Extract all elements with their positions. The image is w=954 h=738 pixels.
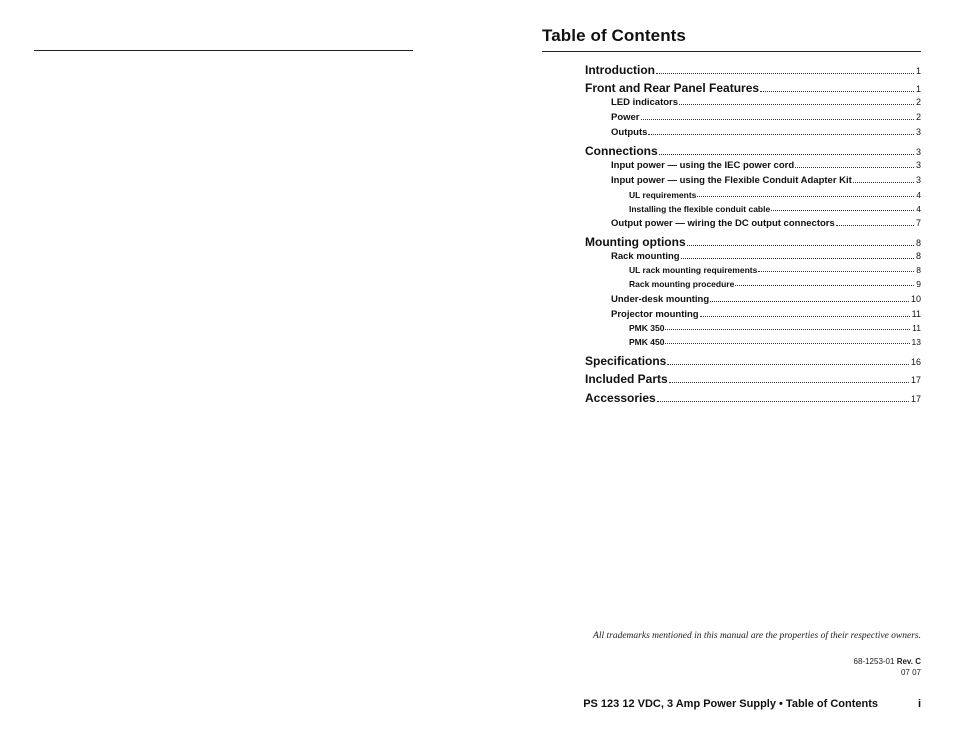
toc-entry-label: Included Parts — [585, 372, 668, 386]
toc-entry-page: 3 — [915, 147, 921, 157]
toc-entry[interactable] — [629, 204, 921, 214]
toc-leader-dots — [710, 301, 909, 302]
toc-leader-dots — [667, 364, 909, 365]
toc-entry-page: 2 — [915, 97, 921, 107]
toc-entry[interactable] — [611, 294, 921, 305]
toc-entry-label: Power — [611, 112, 640, 123]
toc-entry[interactable] — [629, 190, 921, 200]
page-title: Table of Contents — [542, 26, 686, 45]
toc-entry-page: 8 — [916, 265, 921, 275]
toc-entry[interactable] — [585, 235, 921, 249]
toc-entry-page: 10 — [910, 294, 921, 304]
toc-entry[interactable] — [611, 309, 921, 320]
toc-entry-label: Mounting options — [585, 235, 686, 249]
toc-leader-dots — [697, 196, 914, 197]
document-date: 07 07 — [900, 668, 921, 677]
toc-entry-label: Specifications — [585, 354, 667, 368]
toc-entry[interactable] — [611, 127, 921, 138]
toc-entry-page: 16 — [910, 357, 921, 367]
toc-entry-page: 17 — [910, 375, 921, 385]
toc-entry[interactable] — [585, 372, 921, 386]
toc-leader-dots — [669, 382, 909, 383]
toc-leader-dots — [656, 73, 914, 74]
toc-leader-dots — [836, 225, 914, 226]
toc-leader-dots — [665, 329, 910, 330]
toc-entry-page: 1 — [915, 66, 921, 76]
toc-entry-page: 9 — [916, 279, 921, 289]
toc-entry-label: LED indicators — [611, 97, 679, 108]
toc-leader-dots — [687, 245, 914, 246]
toc-entry-label: Projector mounting — [611, 309, 699, 320]
toc-entry[interactable] — [629, 265, 921, 275]
toc-entry-label: UL requirements — [629, 190, 697, 200]
toc-entry-page: 11 — [911, 309, 921, 319]
toc-entry[interactable] — [585, 63, 921, 77]
toc-entry[interactable] — [611, 251, 921, 262]
toc-leader-dots — [771, 210, 914, 211]
page-footer: PS 123 12 VDC, 3 Amp Power Supply • Table of Contents — [583, 698, 878, 710]
toc-entry-label: Under-desk mounting — [611, 294, 710, 305]
toc-entry-page: 1 — [915, 84, 921, 94]
toc-entry[interactable] — [611, 218, 921, 229]
toc-entry-label: PMK 350 — [629, 323, 665, 333]
toc-leader-dots — [648, 134, 914, 135]
toc-entry[interactable] — [629, 337, 921, 347]
toc-entry-page: 8 — [915, 238, 921, 248]
toc-entry-page: 17 — [910, 394, 921, 404]
toc-entry-label: UL rack mounting requirements — [629, 265, 758, 275]
toc-entry-page: 4 — [916, 190, 921, 200]
toc-entry-page: 7 — [915, 218, 921, 228]
trademark-notice: All trademarks mentioned in this manual are the properties of their respective owners. — [593, 631, 921, 641]
toc-entry-label: Introduction — [585, 63, 655, 77]
toc-entry[interactable] — [585, 391, 921, 405]
toc-entry-label: Outputs — [611, 127, 648, 138]
toc-entry-page: 3 — [915, 127, 921, 137]
toc-leader-dots — [758, 271, 914, 272]
toc-entry[interactable] — [585, 144, 921, 158]
toc-leader-dots — [679, 104, 914, 105]
toc-leader-dots — [681, 258, 914, 259]
document-number-value: 68-1253-01 — [853, 657, 895, 666]
page-number: i — [917, 698, 921, 710]
toc-leader-dots — [853, 182, 914, 183]
toc-leader-dots — [795, 167, 914, 168]
toc-entry-label: Output power — wiring the DC output connectors — [611, 218, 835, 229]
toc-leader-dots — [700, 316, 910, 317]
title-rule — [542, 51, 921, 52]
toc-entry-page: 4 — [916, 204, 921, 214]
toc-leader-dots — [657, 401, 909, 402]
revision-label: Rev. C — [896, 657, 921, 666]
toc-entry[interactable] — [611, 175, 921, 186]
toc-entry-page: 3 — [915, 160, 921, 170]
toc-entry[interactable] — [611, 97, 921, 108]
document-number — [760, 657, 921, 666]
toc-entry-page: 8 — [915, 251, 921, 261]
toc-leader-dots — [641, 119, 914, 120]
toc-entry[interactable] — [629, 323, 921, 333]
toc-entry[interactable] — [585, 81, 921, 95]
toc-entry-page: 11 — [912, 323, 921, 333]
toc-entry-page: 2 — [915, 112, 921, 122]
toc-entry-label: Connections — [585, 144, 658, 158]
toc-entry-label: Accessories — [585, 391, 656, 405]
toc-leader-dots — [665, 343, 909, 344]
toc-leader-dots — [735, 285, 914, 286]
toc-entry[interactable] — [585, 354, 921, 368]
toc-entry-label: Front and Rear Panel Features — [585, 81, 760, 95]
toc-entry[interactable] — [611, 160, 921, 171]
toc-entry-page: 3 — [915, 175, 921, 185]
toc-entry[interactable] — [629, 279, 921, 289]
toc-leader-dots — [659, 154, 914, 155]
toc-entry-label: Rack mounting — [611, 251, 680, 262]
toc-entry-label: Input power — using the IEC power cord — [611, 160, 795, 171]
toc-entry-label: PMK 450 — [629, 337, 665, 347]
toc-entry-label: Input power — using the Flexible Conduit Adapter Kit — [611, 175, 852, 186]
toc-entry[interactable] — [611, 112, 921, 123]
left-page-rule — [34, 50, 413, 51]
toc-entry-label: Rack mounting procedure — [629, 279, 735, 289]
toc-leader-dots — [760, 91, 914, 92]
toc-entry-label: Installing the flexible conduit cable — [629, 204, 771, 214]
toc-entry-page: 13 — [911, 337, 921, 347]
